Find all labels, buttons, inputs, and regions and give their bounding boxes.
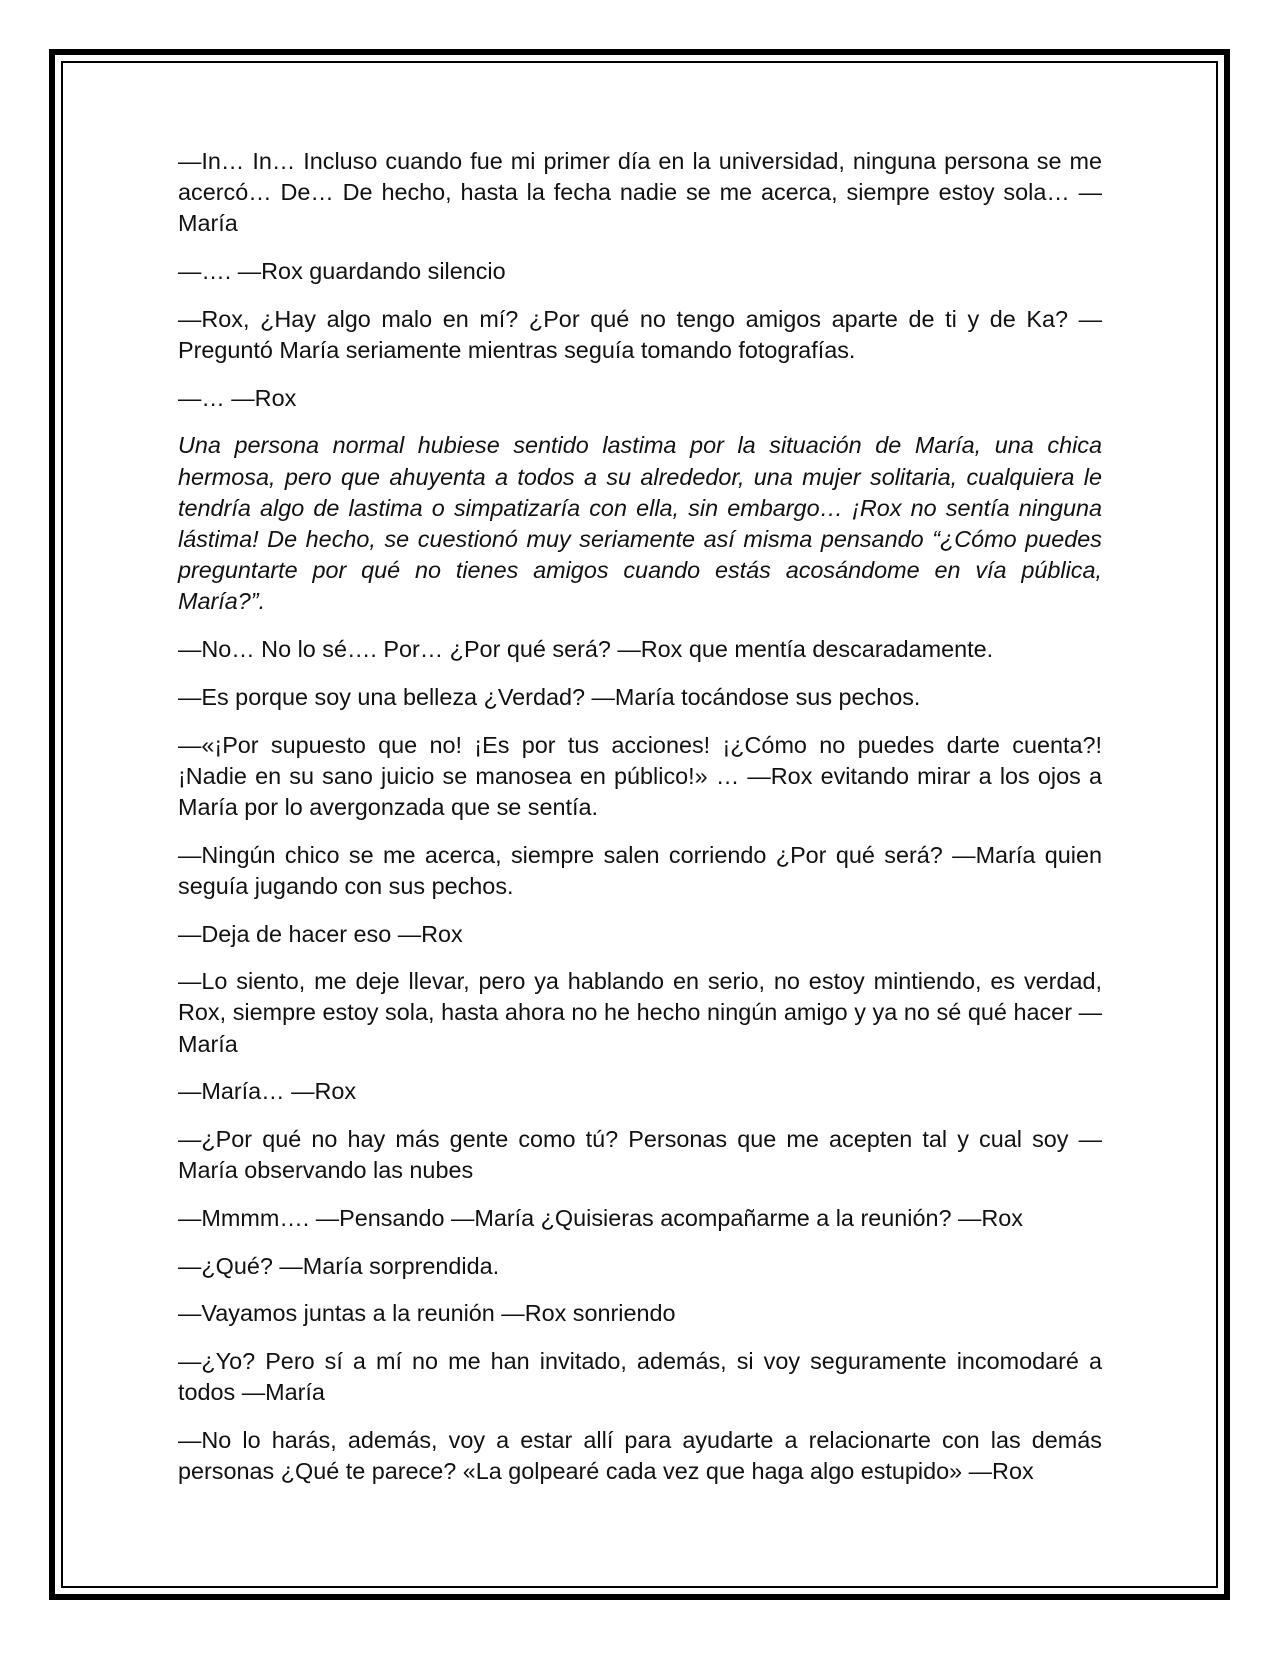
paragraph: —Ningún chico se me acerca, siempre salen corriendo ¿Por qué será? —María quien seguía jugando con sus pechos. bbox=[178, 841, 1102, 899]
paragraph: —Vayamos juntas a la reunión —Rox sonriendo bbox=[178, 1300, 676, 1327]
paragraph: —Rox, ¿Hay algo malo en mí? ¿Por qué no tengo amigos aparte de ti y de Ka? —Preguntó María seriamente mientras seguía tomando fotografías. bbox=[178, 305, 1102, 364]
paragraph: —¿Por qué no hay más gente como tú? Personas que me acepten tal y cual soy —María observando las nubes bbox=[178, 1126, 1102, 1184]
narration-paragraph: Una persona normal hubiese sentido lastima por la situación de María, una chica hermosa, pero que ahuyenta a todos a su alrededor, una mujer solitaria, cualquiera le tendría algo de lastima o simpatizaría con ella, sin embargo… ¡Rox no sentía ninguna lástima! De hecho, se cuestionó muy seriamente así misma pensando “¿Cómo puedes preguntarte por qué no tienes amigos cuando estás acosándome en vía pública, María?”. bbox=[178, 432, 1102, 615]
paragraph: —No… No lo sé…. Por… ¿Por qué será? —Rox que mentía descaradamente. bbox=[178, 636, 994, 663]
paragraph: —Mmmm…. —Pensando —María ¿Quisieras acompañarme a la reunión? —Rox bbox=[178, 1204, 1023, 1231]
paragraph: —«¡Por supuesto que no! ¡Es por tus acciones! ¡¿Cómo no puedes darte cuenta?! ¡Nadie en su sano juicio se manosea en público!» … —Rox evitando mirar a los ojos a María por lo avergonzada que se sentía. bbox=[178, 731, 1102, 820]
paragraph: —María… —Rox bbox=[178, 1078, 357, 1105]
paragraph: —¿Yo? Pero sí a mí no me han invitado, además, si voy seguramente incomodaré a todos —María bbox=[178, 1348, 1102, 1406]
paragraph: —¿Qué? —María sorprendida. bbox=[178, 1252, 500, 1279]
paragraph: —In… In… Incluso cuando fue mi primer día en la universidad, ninguna persona se me acercó… De… De hecho, hasta la fecha nadie se me acerca, siempre estoy sola… —María bbox=[178, 148, 1102, 237]
paragraph: —No lo harás, además, voy a estar allí para ayudarte a relacionarte con las demás personas ¿Qué te parece? «La golpearé cada vez que haga algo estupido» —Rox bbox=[178, 1427, 1102, 1485]
paragraph: —…. —Rox guardando silencio bbox=[178, 258, 506, 285]
paragraph: —Es porque soy una belleza ¿Verdad? —María tocándose sus pechos. bbox=[178, 683, 921, 710]
document-body bbox=[178, 146, 1102, 1504]
paragraph: —Lo siento, me deje llevar, pero ya hablando en serio, no estoy mintiendo, es verdad, Rox, siempre estoy sola, hasta ahora no he hecho ningún amigo y ya no sé qué hacer —María bbox=[178, 968, 1102, 1057]
paragraph: —Deja de hacer eso —Rox bbox=[178, 920, 463, 947]
paragraph: —… —Rox bbox=[178, 384, 297, 411]
